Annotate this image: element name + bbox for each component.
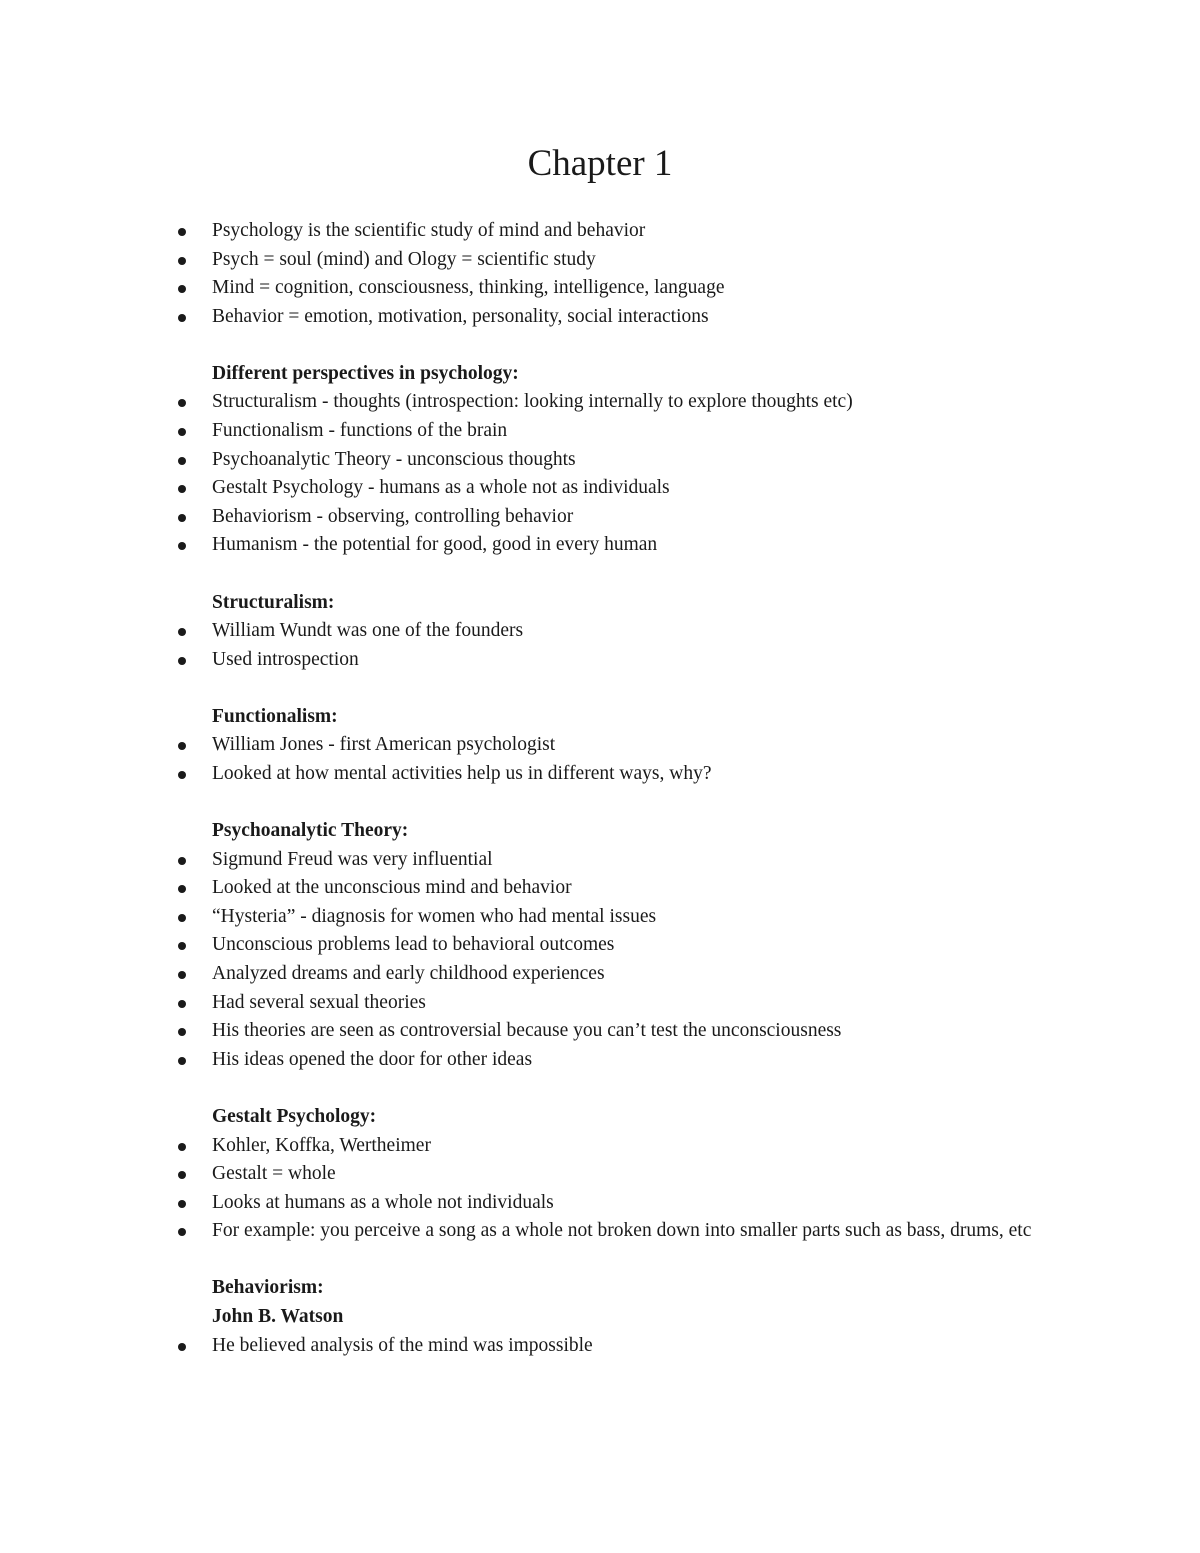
- bullet-icon: [178, 314, 186, 322]
- section-heading: Psychoanalytic Theory:: [212, 820, 409, 842]
- list-item-text: Psychoanalytic Theory - unconscious thoughts: [212, 448, 576, 470]
- bullet-icon: [178, 285, 186, 293]
- section-heading: Gestalt Psychology:: [212, 1105, 377, 1127]
- section-heading: Structuralism:: [212, 591, 335, 613]
- bullet-icon: [178, 857, 186, 865]
- section: [178, 1103, 1058, 1246]
- bullet-icon: [178, 628, 186, 636]
- bullet-icon: [178, 771, 186, 779]
- bullet-list: [178, 617, 1058, 674]
- list-item-text: Psychology is the scientific study of mind and behavior: [212, 220, 646, 241]
- list-item: [178, 989, 1058, 1018]
- list-item: [178, 731, 1058, 760]
- bullet-icon: [178, 914, 186, 922]
- bullet-list: [178, 1332, 1058, 1361]
- list-item: [178, 217, 1058, 246]
- list-item: [178, 274, 1058, 303]
- list-item-text: Looked at how mental activities help us in different ways, why?: [212, 763, 712, 784]
- bullet-icon: [178, 542, 186, 550]
- bullet-icon: [178, 1343, 186, 1351]
- bullet-icon: [178, 1000, 186, 1008]
- bullet-list: [178, 1132, 1058, 1246]
- bullet-list: [178, 217, 1058, 331]
- list-item-text: Structuralism - thoughts (introspection: looking internally to explore thoughts etc): [212, 391, 853, 413]
- section-subheading: John B. Watson: [212, 1306, 344, 1327]
- list-item-text: He believed analysis of the mind was impossible: [212, 1334, 593, 1356]
- list-item: [178, 246, 1058, 275]
- list-item: [178, 1046, 1058, 1075]
- bullet-icon: [178, 485, 186, 493]
- list-item: [178, 303, 1058, 332]
- bullet-icon: [178, 1228, 186, 1236]
- bullet-icon: [178, 1200, 186, 1208]
- bullet-icon: [178, 1143, 186, 1151]
- list-item-text: Functionalism - functions of the brain: [212, 420, 508, 442]
- list-item: [178, 446, 1058, 475]
- list-item: [178, 1017, 1058, 1046]
- page-title: Chapter 1: [527, 143, 673, 184]
- list-item-text: William Jones - first American psychologist: [212, 734, 556, 756]
- list-item: [178, 931, 1058, 960]
- list-item-text: Gestalt = whole: [212, 1163, 336, 1185]
- list-item-text: His theories are seen as controversial because you can’t test the unconsciousness: [212, 1020, 842, 1042]
- list-item-text: Had several sexual theories: [212, 991, 426, 1013]
- section: [178, 217, 1058, 331]
- list-item: [178, 1160, 1058, 1189]
- section-heading: Behaviorism:: [212, 1277, 324, 1299]
- list-item-text: Used introspection: [212, 648, 359, 670]
- list-item: [178, 531, 1058, 560]
- section: [178, 817, 1058, 1074]
- list-item-text: Analyzed dreams and early childhood experiences: [212, 963, 605, 985]
- list-item-text: Kohler, Koffka, Wertheimer: [212, 1134, 431, 1156]
- list-item-text: Gestalt Psychology - humans as a whole not as individuals: [212, 477, 670, 499]
- list-item-text: Sigmund Freud was very influential: [212, 848, 493, 870]
- document-body: [178, 217, 1058, 1360]
- list-item: [178, 903, 1058, 932]
- list-item-text: Mind = cognition, consciousness, thinking, intelligence, language: [212, 277, 725, 299]
- list-item: [178, 503, 1058, 532]
- bullet-icon: [178, 971, 186, 979]
- bullet-icon: [178, 457, 186, 465]
- list-item: [178, 1189, 1058, 1218]
- list-item: [178, 760, 1058, 789]
- bullet-list: [178, 731, 1058, 788]
- section-heading: Different perspectives in psychology:: [212, 362, 519, 384]
- section: [178, 589, 1058, 675]
- bullet-icon: [178, 885, 186, 893]
- bullet-icon: [178, 428, 186, 436]
- bullet-icon: [178, 942, 186, 950]
- section: [178, 703, 1058, 789]
- list-item-text: Humanism - the potential for good, good in every human: [212, 534, 658, 556]
- section-heading: Functionalism:: [212, 705, 338, 727]
- list-item: [178, 417, 1058, 446]
- bullet-list: [178, 388, 1058, 560]
- bullet-icon: [178, 1171, 186, 1179]
- bullet-icon: [178, 514, 186, 522]
- list-item-text: His ideas opened the door for other ideas: [212, 1048, 533, 1070]
- bullet-list: [178, 846, 1058, 1075]
- bullet-icon: [178, 257, 186, 265]
- list-item: [178, 846, 1058, 875]
- list-item: [178, 474, 1058, 503]
- list-item-text: William Wundt was one of the founders: [212, 620, 524, 642]
- bullet-icon: [178, 742, 186, 750]
- bullet-icon: [178, 399, 186, 407]
- list-item: [178, 1332, 1058, 1361]
- bullet-icon: [178, 228, 186, 236]
- list-item-text: Psych = soul (mind) and Ology = scientific study: [212, 248, 596, 270]
- list-item: [178, 874, 1058, 903]
- list-item-text: “Hysteria” - diagnosis for women who had mental issues: [212, 905, 657, 927]
- bullet-icon: [178, 1057, 186, 1065]
- list-item-text: Unconscious problems lead to behavioral outcomes: [212, 934, 615, 956]
- list-item: [178, 1217, 1058, 1246]
- list-item: [178, 646, 1058, 675]
- list-item-text: Behaviorism - observing, controlling behavior: [212, 505, 574, 527]
- list-item-text: Behavior = emotion, motivation, personality, social interactions: [212, 305, 709, 327]
- list-item-text: Looked at the unconscious mind and behavior: [212, 877, 572, 899]
- list-item: [178, 1132, 1058, 1161]
- bullet-icon: [178, 1028, 186, 1036]
- section: [178, 1274, 1058, 1360]
- list-item-text: Looks at humans as a whole not individuals: [212, 1191, 554, 1213]
- list-item: [178, 960, 1058, 989]
- section: [178, 360, 1058, 560]
- list-item-text: For example: you perceive a song as a whole not broken down into smaller parts such as bass, drums, etc: [212, 1220, 1032, 1242]
- list-item: [178, 388, 1058, 417]
- bullet-icon: [178, 657, 186, 665]
- list-item: [178, 617, 1058, 646]
